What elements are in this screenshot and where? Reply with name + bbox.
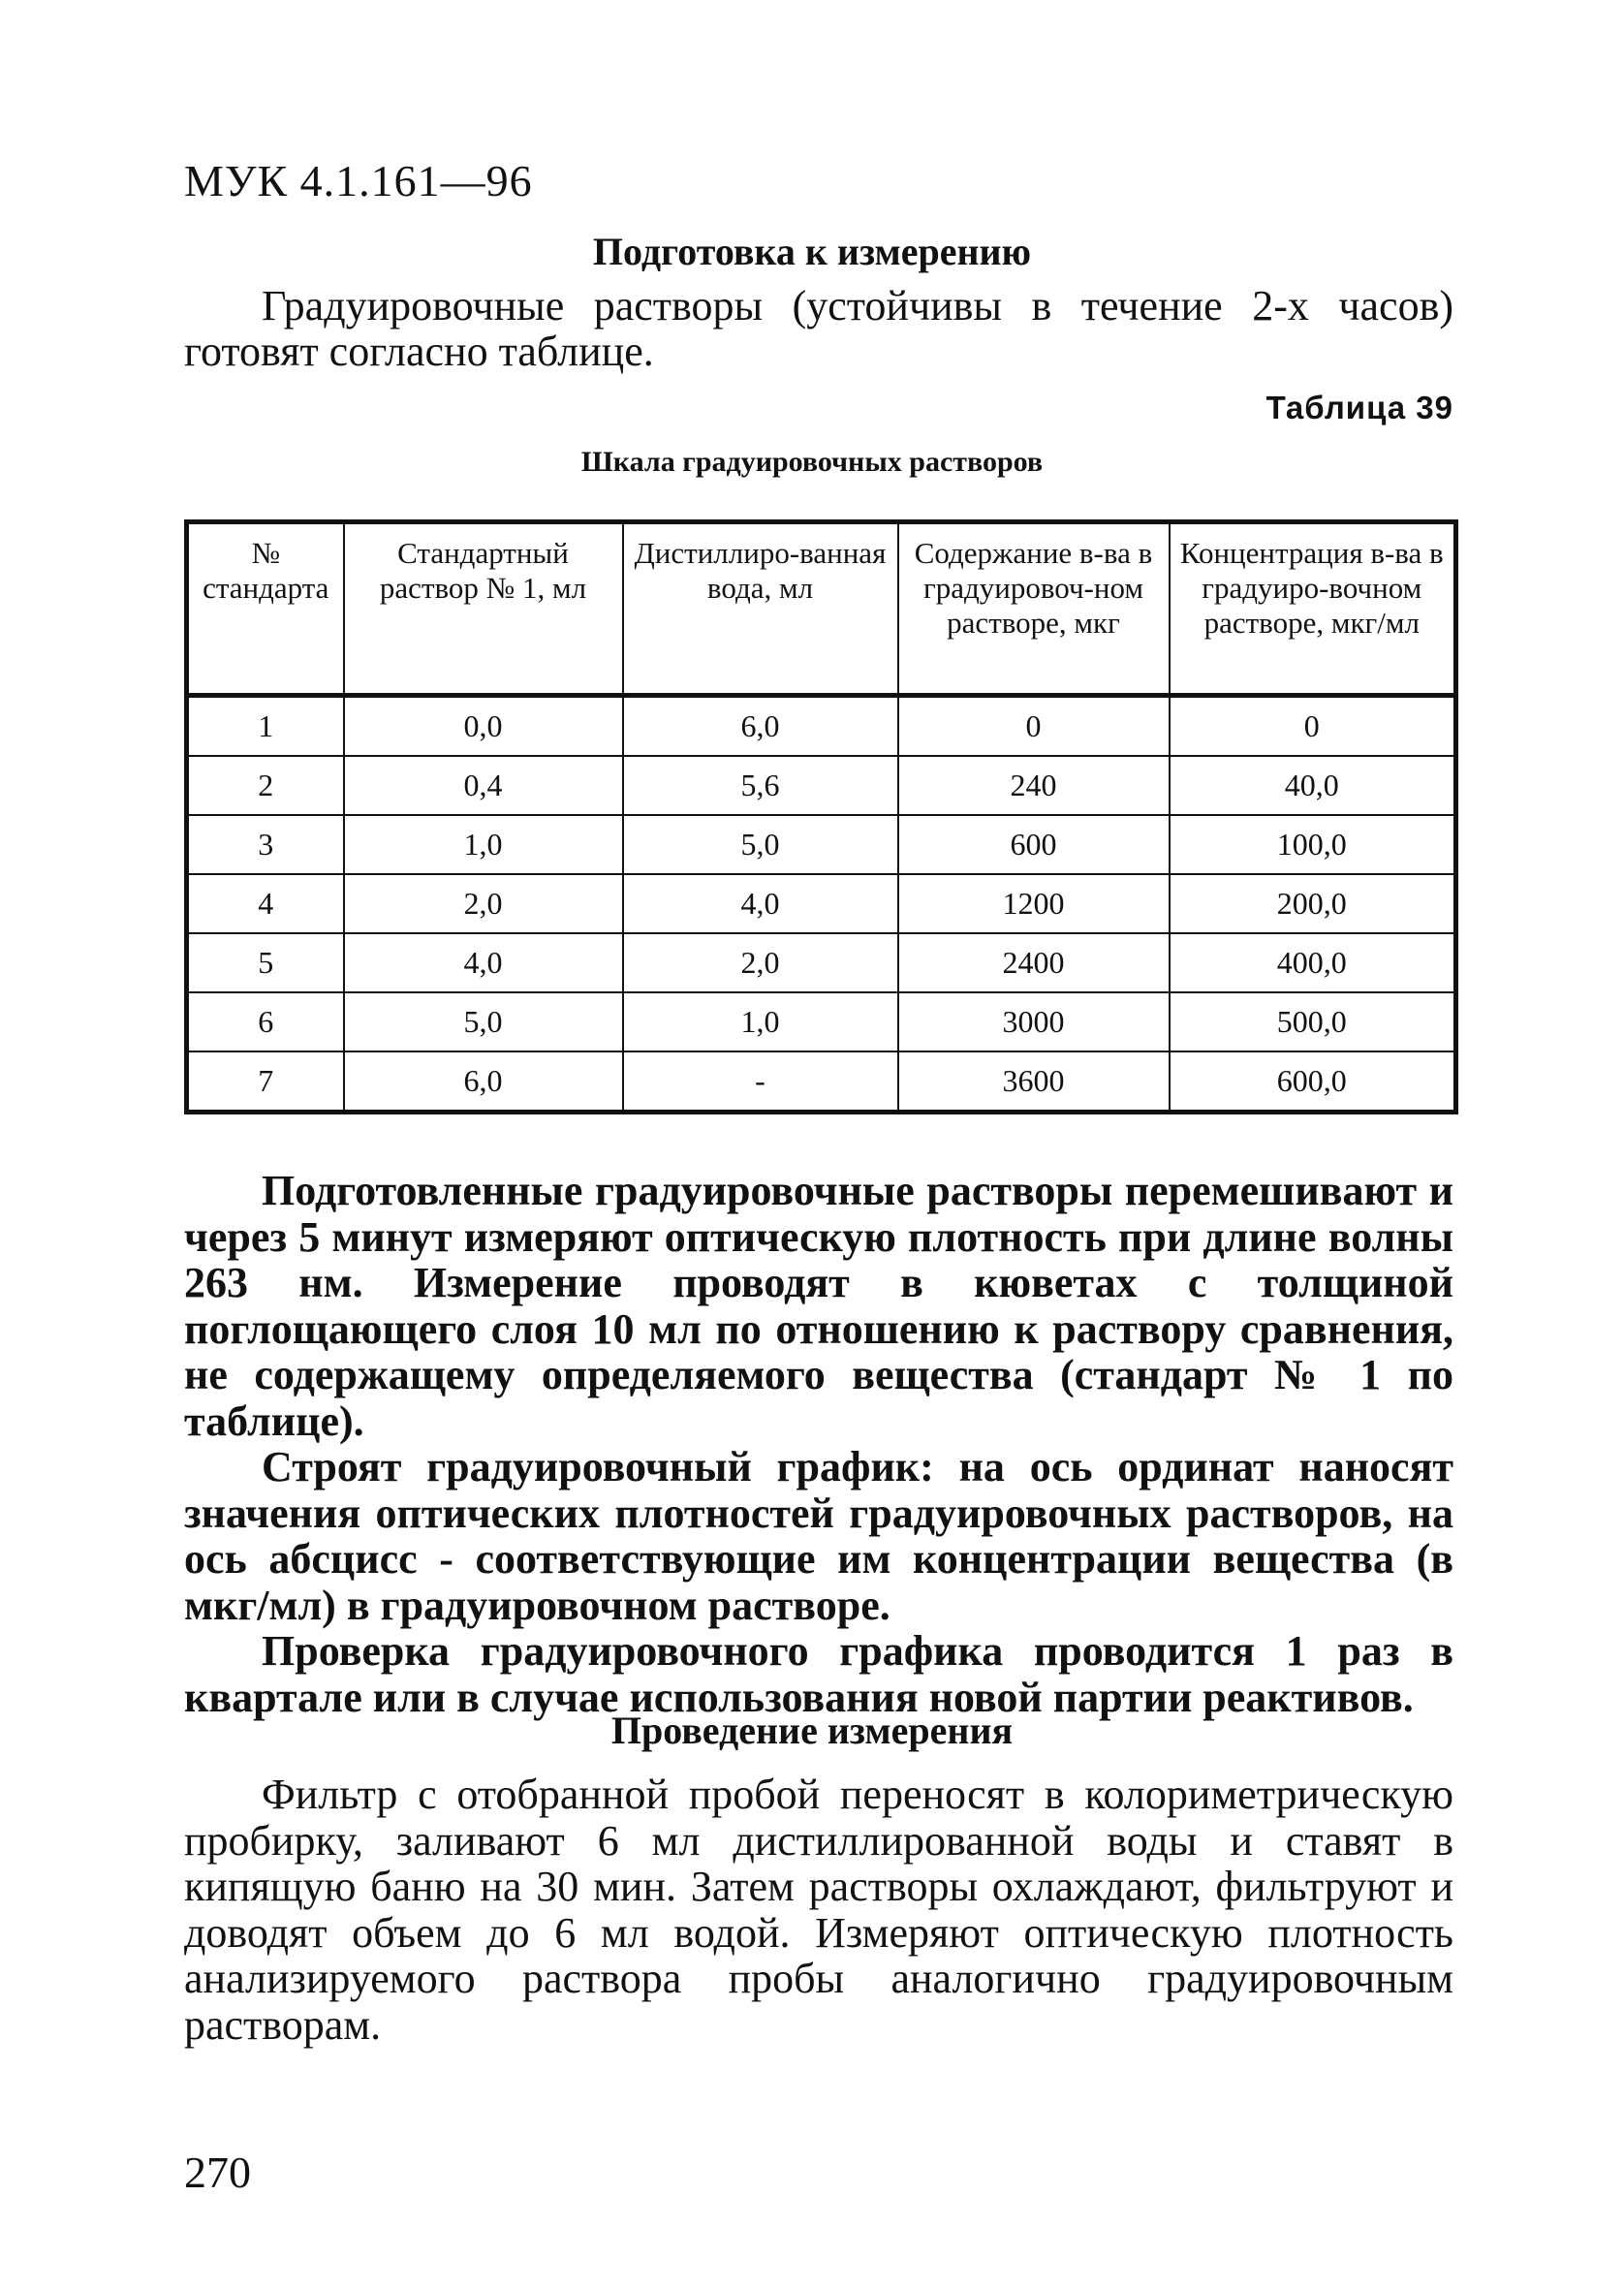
table-cell: 2 [187,756,344,815]
table-cell: 6,0 [344,1051,623,1113]
table-row [187,815,1456,874]
table-cell: 0 [898,696,1170,757]
table-cell: 500,0 [1170,992,1456,1051]
table-row [187,1051,1456,1113]
paragraph-measurement: Подготовленные градуировочные растворы перемешивают и через 5 минут измеряют оптическую плотность при длине волны 263 нм. Измерение проводят в кюветах с толщиной поглощающего слоя 10 мл по отношению к раствору сравнения, не содержащему определяемого вещества (стандарт № 1 по таблице). [184,1167,1453,1445]
table-cell: 5,0 [344,992,623,1051]
paragraph-calibration-graph: Строят градуировочный график: на ось ординат наносят значения оптических плотностей градуировочных растворов, на ось абсцисс - соответствующие им концентрации вещества (в мкг/мл) в градуировочном растворе. [184,1443,1453,1629]
table-cell: 5,6 [623,756,898,815]
table-cell: 5,0 [623,815,898,874]
paragraph-graph-check: Проверка градуировочного графика проводится 1 раз в квартале или в случае использования новой партии реактивов. [184,1627,1453,1721]
header-substance-content: Содержание в-ва в градуировоч-ном растворе, мкг [898,522,1170,696]
table-cell: 1,0 [623,992,898,1051]
table-cell: 100,0 [1170,815,1456,874]
table-cell: 1 [187,696,344,757]
table-cell: 3000 [898,992,1170,1051]
table-cell: 1,0 [344,815,623,874]
table-title: Шкала градуировочных растворов [580,446,1044,478]
table-cell: 0 [1170,696,1456,757]
table-row [187,874,1456,933]
table-cell: 2,0 [344,874,623,933]
table-cell: 7 [187,1051,344,1113]
table-row [187,992,1456,1051]
table-cell: 6 [187,992,344,1051]
table-cell: 0,0 [344,696,623,757]
table-cell: 4,0 [344,933,623,992]
table-cell: 3 [187,815,344,874]
table-cell: 3600 [898,1051,1170,1113]
table-cell: 4 [187,874,344,933]
measurement-procedure [184,1772,1453,2048]
table-cell: 2400 [898,933,1170,992]
table-cell: 600,0 [1170,1051,1456,1113]
section-heading-preparation: Подготовка к измерению [592,230,1032,273]
table-cell: 2,0 [623,933,898,992]
table-row [187,696,1456,757]
table-number: Таблица 39 [1265,390,1453,425]
table-cell: 400,0 [1170,933,1456,992]
table-cell: 6,0 [623,696,898,757]
header-distilled-water: Дистиллиро-ванная вода, мл [623,522,898,696]
table-cell: 200,0 [1170,874,1456,933]
table-cell: 4,0 [623,874,898,933]
table-cell: 5 [187,933,344,992]
table-header-row [187,522,1456,696]
header-standard-number: № стандарта [187,522,344,696]
table-row [187,933,1456,992]
paragraph-procedure: Фильтр с отобранной пробой переносят в колориметрическую пробирку, заливают 6 мл дистиллированной воды и ставят в кипящую баню на 30 мин. Затем растворы охлаждают, фильтруют и доводят объем до 6 мл водой. Измеряют оптическую плотность анализируемого раствора пробы аналогично градуировочным растворам. [184,1771,1453,2049]
page-number: 270 [184,2148,251,2197]
table-cell: 600 [898,815,1170,874]
table-row [187,756,1456,815]
table-cell: 1200 [898,874,1170,933]
intro-paragraph: Градуировочные растворы (устойчивы в течение 2-х часов) готовят согласно таблице. [184,282,1453,375]
table-cell: 40,0 [1170,756,1456,815]
measurement-instructions [184,1168,1453,1720]
calibration-table [184,519,1458,1114]
table-cell: 0,4 [344,756,623,815]
document-code: МУК 4.1.161—96 [184,156,533,205]
header-concentration: Концентрация в-ва в градуиро-вочном растворе, мкг/мл [1170,522,1456,696]
table-cell: 240 [898,756,1170,815]
section-heading-measurement: Проведение измерения [610,1709,1014,1752]
header-standard-solution: Стандартный раствор № 1, мл [344,522,623,696]
table-cell: - [623,1051,898,1113]
